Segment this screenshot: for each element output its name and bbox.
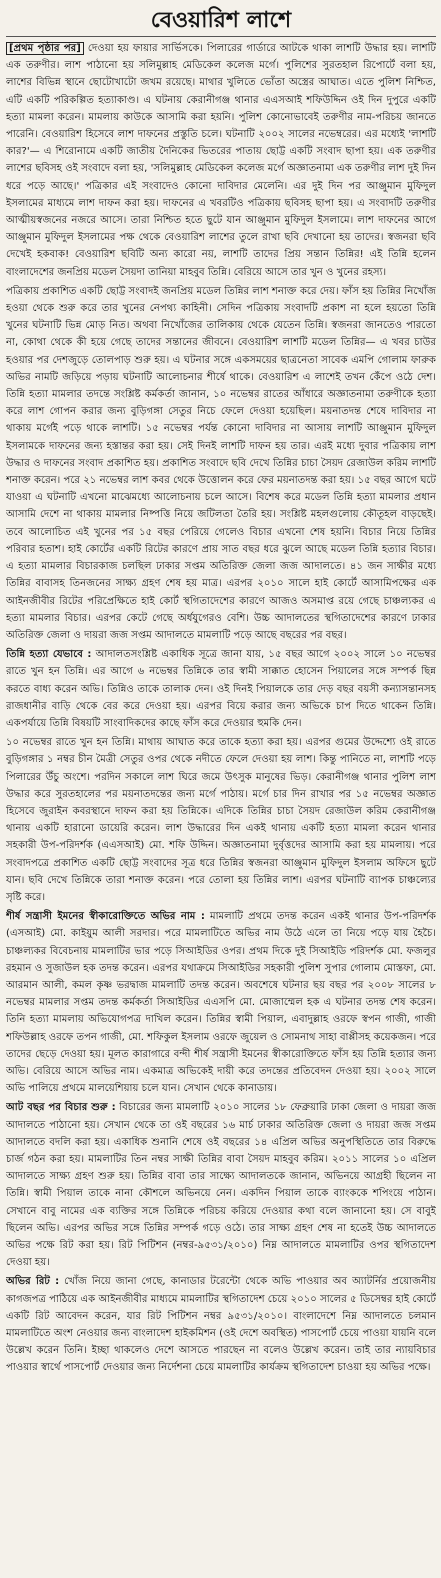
paragraph-continuation [6,40,436,281]
paragraph-identification [6,283,436,644]
paragraph-text: খোঁজ নিয়ে জানা গেছে, কানাডার টরেন্টো থেকে অভি পাওয়ার অব অ্যাটর্নির প্রয়োজনীয় কাগজপত্র পাঠিয়ে এক আইনজীবীর মাধ্যমে মামলাটির স্থগিতাদেশ চেয়ে ২০১০ সালের ৫ ডিসেম্বর হাই কোর্টে একটি রিট আবেদন করেন, যার রিট পিটিশন নম্বর ৯৫৩১/২০১০। বাংলাদেশে নিম্ন আদালতে চলমান মামলাটিতে অংশ নেওয়ার জন্য বাংলাদেশ হাইকমিশন (ওই দেশে অবস্থিত) পাসপোর্ট চেয়ে পাওয়া যায়নি বলে উল্লেখ করেন তিনি। ইচ্ছা থাকলেও দেশে আসতে পারছেন না বলেও উল্লেখ করেন। তাই তার ন্যায়বিচার পাওয়ার স্বার্থে পাসপোর্ট দেওয়ার জন্য নির্দেশনা চেয়ে মামলাটির কার্যক্রম স্থগিতাদেশ চাওয়া হয় অভির পক্ষে। [6,1276,436,1374]
paragraph-text: বিচারের জন্য মামলাটি ২০১০ সালের ১৮ ফেব্রুয়ারি ঢাকা জেলা ও দায়রা জজ আদালতে পাঠানো হয়। সেখান থেকে তা ওই বছরের ১৬ মার্চ ঢাকার অতিরিক্ত জেলা ও দায়রা জজ সপ্তম আদালতে বদলি করা হয়। একাধিক শুনানি শেষে ওই বছরের ১৪ এপ্রিল অভির অনুপস্থিতিতে তার বিরুদ্ধে চার্জ গঠন করা হয়। মামলাটির তিন নম্বর সাক্ষী তিন্নির বাবা সৈয়দ মাহবুব করিম। ২০১১ সালের ১০ এপ্রিল আদালতে সাক্ষ্য গ্রহণ শুরু হয়। তিন্নির বাবা তার সাক্ষ্যে আদালতকে জানান, অভিনয়ে আগ্রহী ছিলেন না তিন্নি। স্বামী পিয়াল তাকে নানা কৌশলে অভিনয়ে নেন। একদিন পিয়াল তাকে ব্যাংককে শপিংয়ে পাঠান। সেখানে বাবু নামের এক ব্যক্তির সঙ্গে তিন্নিকে পরিচয় করিয়ে দেওয়ার কথা বলে জানানো হয়। সে বাবুই ছিলেন অভি। এরপর অভির সঙ্গে তিন্নির সম্পর্ক গড়ে ওঠে। তার সাক্ষ্য গ্রহণ শেষ না হতেই উচ্চ আদালতে অভির পক্ষে রিট করা হয়। রিট পিটিশন (নম্বর-৯৫৩১/২০১০) নিম্ন আদালতে মামলাটির ওপর স্থগিতাদেশ দেওয়া হয়। [6,1102,436,1269]
paragraph-how-killed [6,646,436,732]
paragraph-text: দেওয়া হয় ফায়ার সার্ভিসকে। পিলারের গার্ডারে আটকে থাকা লাশটি উদ্ধার হয়। লাশটি এক তরুণীর। লাশ পাঠানো হয় সলিমুল্লাহ মেডিকেল কলেজ মর্গে। পুলিশের সুরতহাল রিপোর্টে বলা হয়, লাশের বিভিন্ন স্থানে ছোটোখাটো জখম রয়েছে। মাথার খুলিতে ভোঁতা অস্ত্রের আঘাত। এতে পুলিশ নিশ্চিত, এটি একটি পরিকল্পিত হত্যাকাণ্ড। এ ঘটনায় কেরানীগঞ্জ থানার এএসআই শফিউদ্দিন ওই দিন দুপুরে একটি হত্যা মামলা করেন। মামলায় কাউকে আসামি করা হয়নি। পুলিশ কোনোভাবেই তরুণীর নাম-পরিচয় জানতে পারেনি। বেওয়ারিশ হিসেবে লাশ দাফনের প্রস্তুতি চলে। ঘটনাটি ২০০২ সালের নভেম্বরের। এর মধ্যেই 'লাশটি কার?'— এ শিরোনামে একটি জাতীয় দৈনিকের ভিতরের পাতায় ছোট্ট একটি সংবাদ ছাপা হয়। এক তরুণীর লাশের ছবিসহ ওই সংবাদে বলা হয়, 'সলিমুল্লাহ মেডিকেল কলেজ মর্গে অজ্ঞাতনামা এক তরুণীর লাশ দুই দিন ধরে পড়ে আছে।' পত্রিকার এই সংবাদেও কোনো দাবিদার মেলেনি। এর দুই দিন পর আঞ্জুমান মুফিদুল ইসলামের মাধ্যমে লাশ দাফন করা হয়। দাফনের এ খবরটিও পত্রিকায় ছবিসহ ছাপা হয়। এ সংবাদটি তরুণীর আত্মীয়স্বজনের নজরে আসে। তারা নিশ্চিত হতে ছুটে যান আঞ্জুমান মুফিদুল ইসলামে। লাশ দাফনের আগে আঞ্জুমান মুফিদুল ইসলামের পক্ষ থেকে বেওয়ারিশ লাশের তুলে রাখা ছবি দেখানো হয় তাদের। স্বজনরা ছবি দেখেই হকবাক! বেওয়ারিশ ছবিটি অন্য কারো নয়, লাশটি তাদের প্রিয় সন্তান তিন্নির! এই তিন্নি হলেন বাংলাদেশের জনপ্রিয় মডেল সৈয়দা তানিয়া মাহবুব তিন্নি। বেরিয়ে আসে তার খুন ও খুনের রহস্য। [6,43,436,278]
paragraph-trial-start [6,1099,436,1271]
subhead-continued-from-front-page: [প্রথম পৃষ্ঠার পর] [6,42,84,55]
paragraph-text: ১০ নভেম্বর রাতে খুন হন তিন্নি। মাথায় আঘাত করে তাকে হত্যা করা হয়। এরপর গুমের উদ্দেশ্যে ওই রাতে বুড়িগঙ্গার ১ নম্বর চীন মৈত্রী সেতুর ওপর থেকে নদীতে ফেলে দেওয়া হয় লাশ। কিন্তু পানিতে না, লাশটি পড়ে পিলারের উঁচু অংশে। পরদিন সকালে লাশ ঘিরে জমে উৎসুক মানুষের ভিড়। কেরানীগঞ্জ থানার পুলিশ লাশ উদ্ধার করে সুরতহালের পর ময়নাতদন্তের জন্য মর্গে পাঠায়। মর্গে চার দিন রাখার পর ১৫ নভেম্বর অজ্ঞাত হিসেবে জুরাইন কবরস্থানে দাফন করা হয় তিন্নিকে। এদিকে তিন্নির চাচা সৈয়দ রেজাউল করিম কেরানীগঞ্জ থানায় একটি হারানো ডায়েরি করেন। লাশ উদ্ধারের দিন একই থানায় একটি হত্যা মামলা করেন থানার সহকারী উপ-পরিদর্শক (এএসআই) মো. শফি উদ্দিন। অজ্ঞাতনামা দুর্বৃত্তদের আসামি করা হয় মামলায়। পরে সংবাদপত্রে প্রকাশিত একটি ছোট্ট সংবাদের সূত্র ধরে তিন্নির স্বজনরা আঞ্জুমান মুফিদুল ইসলাম অফিসে ছুটে যান। ছবি দেখে তিন্নিকে তারা শনাক্ত করেন। পরে তোলা হয় তিন্নির লাশ। এরপর ঘটনাটি ব্যাপক চাঞ্চল্যের সৃষ্টি করে। [6,737,436,903]
headline: বেওয়ারিশ লাশে [6,6,436,37]
subhead-trial-start: আট বছর পর বিচার শুরু : [6,1102,116,1114]
subhead-confession: শীর্ষ সন্ত্রাসী ইমনের স্বীকারোক্তিতে অভির নাম : [6,911,205,923]
subhead-how-killed: তিন্নি হত্যা যেভাবে : [6,649,92,661]
paragraph-confession [6,908,436,1097]
paragraph-murder-night [6,734,436,906]
paragraph-text: পত্রিকায় প্রকাশিত একটি ছোট্ট সংবাদই জনপ্রিয় মডেল তিন্নির লাশ শনাক্ত করে দেয়। ফাঁস হয় তিন্নির নিখোঁজ হওয়া থেকে শুরু করে তার খুনের নেপথ্য কাহিনী। সেদিন পত্রিকায় সংবাদটি প্রকাশ না হলে হয়তো তিন্নি খুনের ঘটনাটি ভিন্ন মোড় নিত। অথবা নিখোঁজের তালিকায় থেকে যেতেন তিন্নি। স্বজনরা জানতেও পারতো না, কোথা থেকে কী হয়ে গেছে তাদের সন্তানের জীবনে। বেওয়ারিশ লাশটি মডেল তিন্নির— এ খবর চাউর হওয়ার পর দেশজুড়ে তোলপাড় শুরু হয়। এ ঘটনার সঙ্গে একসময়ের ছাত্রনেতা সাবেক এমপি গোলাম ফারুক অভির নামটি জড়িয়ে পড়ায় ঘটনাটি আলোচনার শীর্ষে থাকে। বেওয়ারিশ এ লাশেই তখন কেঁপে ওঠে দেশ। তিন্নি হত্যা মামলার তদন্তে সংশ্লিষ্ট কর্মকর্তা জানান, ১০ নভেম্বর রাতের আঁধারে অজ্ঞাতনামা তরুণীকে হত্যা করে লাশ গোপন করার জন্য বুড়িগঙ্গা সেতুর নিচে ফেলে দেওয়া হয়েছিল। ময়নাতদন্ত শেষে দাবিদার না থাকায় মর্গেই পড়ে থাকে লাশটি। ১৫ নভেম্বর পর্যন্ত কোনো দাবিদার না আসায় লাশটি আঞ্জুমান মুফিদুল ইসলামকে দাফনের জন্য হস্তান্তর করা হয়। সেই দিনই লাশটি দাফন হয় তার। এরই মধ্যে দুবার পত্রিকায় লাশ উদ্ধার ও দাফনের সংবাদ প্রকাশিত হয়। প্রকাশিত সংবাদে ছবি দেখে তিন্নির চাচা সৈয়দ রেজাউল করিম লাশটি শনাক্ত করেন। পরে ২১ নভেম্বর লাশ কবর থেকে উত্তোলন করে ফের ময়নাতদন্ত করা হয়। ১৫ বছর আগে ঘটে যাওয়া এ ঘটনাটি এখনো মাঝেমধ্যে আলোচনায় চলে আসে। বিশেষ করে মডেল তিন্নি হত্যা মামলার প্রধান আসামি দেশে না থাকায় মামলার নিষ্পত্তি নিয়ে জটিলতা তৈরি হয়। সংশ্লিষ্ট মহলগুলোয় কৌতূহল বাড়ছেই। তবে আলোচিত এই খুনের পর ১৫ বছর পেরিয়ে গেলেও বিচার এখনো শেষ হয়নি। বিচার নিয়ে তিন্নির পরিবার হতাশ। হাই কোর্টের একটি রিটের কারণে প্রায় সাত বছর ধরে ঝুলে আছে মডেল তিন্নি হত্যার বিচার। এ হত্যা মামলার বিচারকাজ চলছিল ঢাকার সপ্তম অতিরিক্ত জেলা জজ আদালতে। ৪১ জন সাক্ষীর মধ্যে তিন্নির বাবাসহ তিনজনের সাক্ষ্য গ্রহণ শেষ হয় মাত্র। এরপর ২০১০ সালে হাই কোর্টে আসামিপক্ষের এক আইনজীবীর রিটের পরিপ্রেক্ষিতে হাই কোর্ট স্থগিতাদেশের কারণে আজও অসমাপ্ত রয়ে গেছে চাঞ্চল্যকর এ হত্যা মামলার বিচার। এরপর কেটে গেছে অর্ধযুগেরও বেশি। উচ্চ আদালতের স্থগিতাদেশের কারণে ঢাকার অতিরিক্ত জেলা ও দায়রা জজ সপ্তম আদালতে মামলাটি পড়ে আছে বছরের পর বছর। [6,285,436,641]
article-body [6,40,436,1575]
subhead-writ: অভির রিট : [6,1276,60,1288]
paragraph-text: মামলাটি প্রথমে তদন্ত করেন একই থানার উপ-পরিদর্শক (এসআই) মো. কাইয়ুম আলী সরদার। পরে মামলাটিতে অভির নাম উঠে এলে তা নিয়ে পড়ে যায় হৈচৈ। চাঞ্চল্যকর বিবেচনায় মামলাটির ভার পড়ে সিআইডির ওপর। প্রথম দিকে দুই সিআইডি পরিদর্শক মো. ফজলুর রহমান ও সুজাউল হক তদন্ত করেন। এরপর যথাক্রমে সিআইডির সহকারী পুলিশ সুপার গোলাম মোস্তফা, মো. আরমান আলী, কমল কৃষ্ণ ভরদ্বাজ মামলাটি তদন্ত করেন। অবশেষে ঘটনার ছয় বছর পর ২০০৮ সালের ৮ নভেম্বর মামলার সপ্তম তদন্ত কর্মকর্তা সিআইডির এএসপি মো. মোজাম্মেল হক এ ঘটনার তদন্ত শেষ করেন। তিনি হত্যা মামলায় অভিযোগপত্র দাখিল করেন। তিন্নির স্বামী পিয়াল, এবাদুল্লাহ ওরফে স্বপন গাজী, গাজী শফিউল্লাহ ওরফে তপন গাজী, মো. শফিকুল ইসলাম ওরফে জুয়েল ও সোমনাথ সাহা বাপ্পীসহ কয়েকজন। পরে তাদের ছেড়ে দেওয়া হয়। মূলত কারাগারে বন্দী শীর্ষ সন্ত্রাসী ইমনের স্বীকারোক্তিতে ফাঁস হয় তিন্নি হত্যার জন্য অভি। বেরিয়ে আসে অভির নাম। একমাত্র অভিকেই দায়ী করে তদন্তের প্রতিবেদন দেওয়া হয়। ২০০২ সালে অভি পালিয়ে প্রথমে মালয়েশিয়ায় চলে যান। সেখান থেকে কানাডায়। [6,911,436,1095]
paragraph-writ [6,1273,436,1376]
paragraph-text: আদালতসংশ্লিষ্ট একাধিক সূত্রে জানা যায়, ১৫ বছর আগে ২০০২ সালে ১০ নভেম্বর রাতে খুন হন তিন্নি। এর আগে ৬ নভেম্বর তিন্নিকে তার স্বামী সাক্কাত হোসেন পিয়ালের সঙ্গে সম্পর্ক ছিন্ন করতে বাধ্য করেন অভি। তিন্নিও তাকে তালাক দেন। ওই দিনই পিয়ালকে তার দেড় বছর বয়সী কন্যাসন্তানসহ রাজধানীর বাড়ি থেকে বের করে দেওয়া হয়। এরপর বিয়ে করার জন্য অভিকে চাপ দিতে থাকেন তিন্নি। একপর্যায়ে তিন্নি বিষয়টি সাংবাদিকদের কাছে ফাঁস করে দেওয়ার হুমকি দেন। [6,649,436,729]
